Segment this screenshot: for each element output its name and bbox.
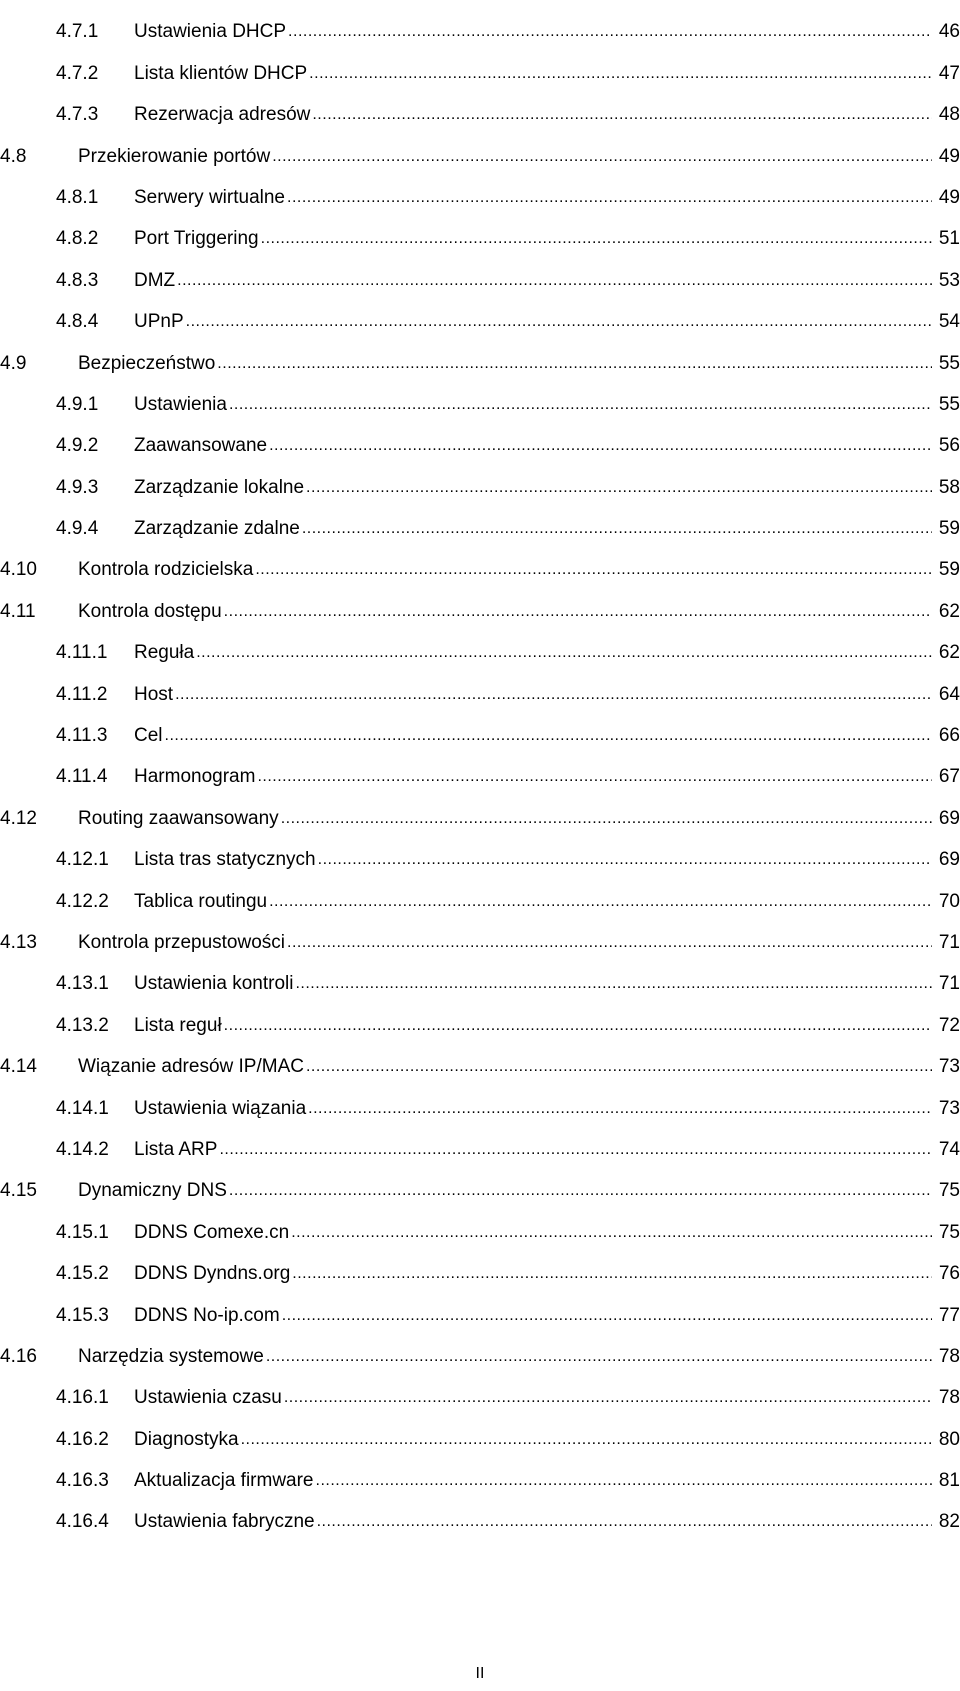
dot-leader (261, 228, 932, 250)
toc-entry-number: 4.8.2 (56, 228, 99, 250)
toc-entry[interactable] (0, 1368, 960, 1409)
dot-leader (175, 684, 932, 706)
dot-leader (312, 104, 932, 126)
toc-entry[interactable] (0, 540, 960, 581)
toc-entry[interactable] (0, 1078, 960, 1119)
toc-entry[interactable] (0, 623, 960, 664)
toc-entry-title: Diagnostyka (134, 1428, 239, 1450)
dot-leader (219, 1139, 932, 1161)
toc-entry-number: 4.7.2 (56, 62, 99, 84)
dot-leader (224, 1015, 932, 1037)
dot-leader (287, 187, 932, 209)
toc-entry-number: 4.11 (0, 600, 36, 622)
toc-entry-page: 49 (938, 186, 960, 208)
dot-leader (288, 21, 932, 43)
toc-entry[interactable] (0, 209, 960, 250)
toc-entry-title: UPnP (134, 311, 184, 333)
toc-entry-page: 59 (938, 559, 960, 581)
toc-entry-page: 58 (938, 476, 960, 498)
dot-leader (317, 1511, 932, 1533)
dot-leader (302, 518, 932, 540)
toc-entry[interactable] (0, 375, 960, 416)
toc-entry-number: 4.12 (0, 807, 37, 829)
toc-entry-title: Host (134, 683, 174, 705)
dot-leader (292, 1263, 932, 1285)
toc-entry-title: Kontrola rodzicielska (78, 559, 254, 581)
toc-entry-page: 81 (938, 1470, 960, 1492)
toc-entry-number: 4.7.3 (56, 104, 99, 126)
toc-entry-title: Serwery wirtualne (134, 186, 285, 208)
dot-leader (291, 1222, 932, 1244)
toc-entry-number: 4.8.4 (56, 311, 99, 333)
dot-leader (229, 1180, 932, 1202)
toc-entry[interactable] (0, 416, 960, 457)
toc-entry-number: 4.9.3 (56, 476, 99, 498)
toc-entry[interactable] (0, 43, 960, 84)
toc-entry-title: Harmonogram (134, 766, 256, 788)
toc-entry-number: 4.15 (0, 1180, 37, 1202)
toc-entry-page: 76 (938, 1263, 960, 1285)
toc-entry-title: DDNS Dyndns.org (134, 1263, 291, 1285)
toc-entry-page: 75 (938, 1180, 960, 1202)
dot-leader (266, 1346, 932, 1368)
toc-entry[interactable] (0, 2, 960, 43)
dot-leader (269, 435, 932, 457)
toc-entry-page: 82 (938, 1511, 960, 1533)
toc-entry[interactable] (0, 168, 960, 209)
dot-leader (165, 725, 932, 747)
dot-leader (281, 808, 932, 830)
toc-entry-title: Cel (134, 725, 163, 747)
toc-entry[interactable] (0, 1285, 960, 1326)
toc-entry-number: 4.11.4 (56, 766, 108, 788)
toc-entry[interactable] (0, 706, 960, 747)
toc-entry[interactable] (0, 1161, 960, 1202)
toc-entry-title: Lista reguł (134, 1014, 222, 1036)
table-of-contents (0, 2, 960, 1533)
toc-entry-page: 46 (938, 21, 960, 43)
dot-leader (295, 973, 932, 995)
toc-entry[interactable] (0, 292, 960, 333)
toc-entry-number: 4.11.3 (56, 725, 108, 747)
toc-entry[interactable] (0, 457, 960, 498)
toc-entry-page: 70 (938, 890, 960, 912)
dot-leader (257, 766, 932, 788)
toc-entry-page: 78 (938, 1387, 960, 1409)
toc-entry-number: 4.9.2 (56, 435, 99, 457)
toc-entry-number: 4.14 (0, 1056, 37, 1078)
dot-leader (186, 311, 932, 333)
toc-entry[interactable] (0, 1244, 960, 1285)
toc-entry[interactable] (0, 1451, 960, 1492)
toc-entry-title: Ustawienia fabryczne (134, 1511, 315, 1533)
toc-entry-title: Port Triggering (134, 228, 259, 250)
toc-entry-title: Zaawansowane (134, 435, 268, 457)
toc-entry[interactable] (0, 1327, 960, 1368)
toc-entry-title: Reguła (134, 642, 195, 664)
toc-entry-page: 56 (938, 435, 960, 457)
toc-entry-number: 4.13.1 (56, 973, 109, 995)
toc-entry-page: 55 (938, 393, 960, 415)
toc-entry[interactable] (0, 664, 960, 705)
toc-entry[interactable] (0, 913, 960, 954)
toc-entry-number: 4.14.1 (56, 1097, 109, 1119)
toc-entry-page: 75 (938, 1221, 960, 1243)
toc-entry-page: 69 (938, 807, 960, 829)
toc-entry-page: 51 (938, 228, 960, 250)
toc-entry-title: Ustawienia wiązania (134, 1097, 307, 1119)
toc-entry[interactable] (0, 1409, 960, 1450)
toc-entry-title: Przekierowanie portów (78, 145, 271, 167)
toc-entry-page: 71 (938, 931, 960, 953)
toc-entry-page: 66 (938, 725, 960, 747)
dot-leader (177, 270, 932, 292)
toc-entry-page: 67 (938, 766, 960, 788)
dot-leader (282, 1305, 932, 1327)
toc-entry[interactable] (0, 581, 960, 622)
toc-entry-title: Bezpieczeństwo (78, 352, 216, 374)
toc-entry[interactable] (0, 1492, 960, 1533)
toc-entry-page: 59 (938, 518, 960, 540)
toc-entry-number: 4.16.1 (56, 1387, 109, 1409)
toc-entry-title: Zarządzanie zdalne (134, 518, 300, 540)
dot-leader (287, 932, 932, 954)
dot-leader (308, 1098, 932, 1120)
toc-entry[interactable] (0, 995, 960, 1036)
toc-entry-number: 4.16.4 (56, 1511, 109, 1533)
toc-entry-number: 4.12.1 (56, 849, 109, 871)
toc-entry-number: 4.15.1 (56, 1221, 109, 1243)
toc-entry-page: 71 (938, 973, 960, 995)
toc-entry-title: Aktualizacja firmware (134, 1470, 314, 1492)
toc-entry-number: 4.16 (0, 1345, 37, 1367)
dot-leader (318, 849, 932, 871)
toc-entry-page: 78 (938, 1345, 960, 1367)
toc-entry-page: 73 (938, 1056, 960, 1078)
toc-entry[interactable] (0, 126, 960, 167)
toc-entry-title: Rezerwacja adresów (134, 104, 311, 126)
toc-entry[interactable] (0, 747, 960, 788)
toc-entry-title: Lista tras statycznych (134, 849, 316, 871)
toc-entry-page: 55 (938, 352, 960, 374)
toc-entry-title: Routing zaawansowany (78, 807, 279, 829)
toc-entry-page: 47 (938, 62, 960, 84)
toc-entry-page: 77 (938, 1304, 960, 1326)
dot-leader (316, 1470, 933, 1492)
dot-leader (272, 146, 932, 168)
dot-leader (284, 1387, 932, 1409)
toc-entry-number: 4.9.1 (56, 393, 99, 415)
toc-entry-number: 4.8.1 (56, 186, 99, 208)
toc-entry-page: 80 (938, 1428, 960, 1450)
dot-leader (269, 891, 932, 913)
toc-entry-number: 4.9 (0, 352, 27, 374)
toc-entry[interactable] (0, 871, 960, 912)
toc-entry-page: 48 (938, 104, 960, 126)
toc-entry-number: 4.15.3 (56, 1304, 109, 1326)
dot-leader (229, 394, 932, 416)
dot-leader (217, 353, 932, 375)
toc-entry-title: DDNS Comexe.cn (134, 1221, 290, 1243)
toc-entry-title: Narzędzia systemowe (78, 1345, 264, 1367)
toc-entry-title: Ustawienia kontroli (134, 973, 294, 995)
toc-entry-page: 73 (938, 1097, 960, 1119)
toc-entry-number: 4.8.3 (56, 269, 99, 291)
page-number: II (475, 1665, 485, 1682)
toc-entry-number: 4.11.1 (56, 642, 108, 664)
toc-entry-title: Ustawienia DHCP (134, 21, 287, 43)
toc-entry-title: Kontrola dostępu (78, 600, 222, 622)
toc-entry-number: 4.15.2 (56, 1263, 109, 1285)
toc-entry-number: 4.10 (0, 559, 37, 581)
toc-entry-number: 4.16.2 (56, 1428, 109, 1450)
toc-entry[interactable] (0, 954, 960, 995)
toc-entry-page: 53 (938, 269, 960, 291)
toc-entry-title: Ustawienia (134, 393, 227, 415)
toc-entry-number: 4.13.2 (56, 1014, 109, 1036)
toc-entry[interactable] (0, 788, 960, 829)
toc-entry-title: Kontrola przepustowości (78, 931, 285, 953)
toc-entry-number: 4.14.2 (56, 1138, 109, 1160)
dot-leader (255, 559, 932, 581)
toc-entry[interactable] (0, 1037, 960, 1078)
toc-entry-page: 74 (938, 1138, 960, 1160)
toc-entry-page: 49 (938, 145, 960, 167)
toc-entry[interactable] (0, 250, 960, 291)
dot-leader (306, 1056, 932, 1078)
toc-entry-page: 62 (938, 642, 960, 664)
dot-leader (224, 601, 932, 623)
toc-entry-number: 4.13 (0, 931, 37, 953)
toc-entry-title: DDNS No-ip.com (134, 1304, 280, 1326)
dot-leader (306, 477, 932, 499)
toc-entry-number: 4.9.4 (56, 518, 99, 540)
toc-entry-title: Ustawienia czasu (134, 1387, 282, 1409)
dot-leader (309, 63, 932, 85)
toc-entry-number: 4.7.1 (56, 21, 99, 43)
dot-leader (196, 642, 932, 664)
toc-entry[interactable] (0, 85, 960, 126)
toc-entry-title: Zarządzanie lokalne (134, 476, 305, 498)
toc-entry-title: Dynamiczny DNS (78, 1180, 227, 1202)
toc-entry-title: Lista klientów DHCP (134, 62, 308, 84)
toc-entry[interactable] (0, 1120, 960, 1161)
toc-entry-title: DMZ (134, 269, 176, 291)
toc-entry-number: 4.16.3 (56, 1470, 109, 1492)
toc-entry-page: 54 (938, 311, 960, 333)
toc-entry-number: 4.11.2 (56, 683, 108, 705)
toc-entry[interactable] (0, 333, 960, 374)
toc-entry[interactable] (0, 499, 960, 540)
toc-entry-title: Tablica routingu (134, 890, 268, 912)
toc-entry-number: 4.8 (0, 145, 27, 167)
toc-entry-page: 62 (938, 600, 960, 622)
dot-leader (241, 1429, 932, 1451)
toc-entry-title: Wiązanie adresów IP/MAC (78, 1056, 304, 1078)
toc-entry[interactable] (0, 830, 960, 871)
toc-entry-page: 72 (938, 1014, 960, 1036)
toc-entry[interactable] (0, 1202, 960, 1243)
toc-entry-title: Lista ARP (134, 1138, 218, 1160)
toc-entry-number: 4.12.2 (56, 890, 109, 912)
toc-entry-page: 64 (938, 683, 960, 705)
toc-entry-page: 69 (938, 849, 960, 871)
